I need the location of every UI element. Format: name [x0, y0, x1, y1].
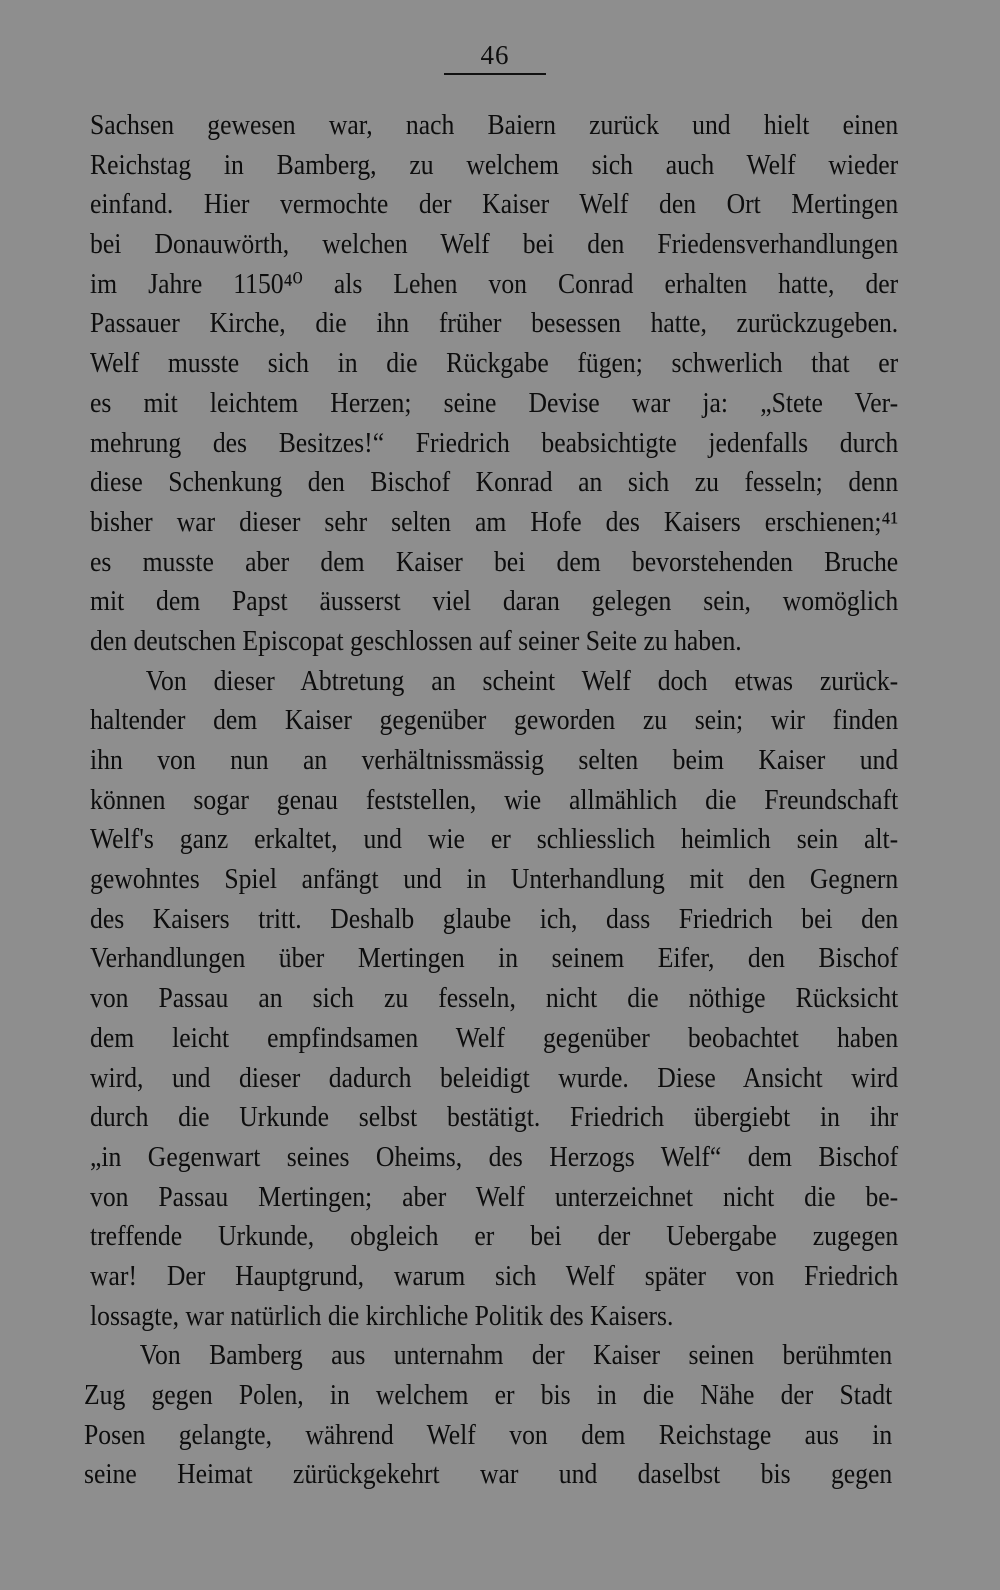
- text-line: Von Bamberg aus unternahm der Kaiser seinen berühmten: [139, 1340, 893, 1372]
- paragraph: [90, 106, 898, 662]
- page-number: 46: [480, 40, 510, 70]
- text-line: des Kaisers tritt. Deshalb glaube ich, dass Friedrich bei den: [90, 903, 899, 935]
- text-line: Passauer Kirche, die ihn früher besessen hatte, zurückzugeben.: [90, 308, 899, 340]
- text-line: mit dem Papst äusserst viel daran gelegen sein, womöglich: [90, 586, 899, 618]
- text-line: Posen gelangte, während Welf von dem Reichstage aus in: [84, 1419, 893, 1451]
- body-text: [84, 106, 899, 1495]
- text-line: seine Heimat zürückgekehrt war und daselbst bis gegen: [84, 1459, 893, 1491]
- text-line: von Passau an sich zu fesseln, nicht die nöthige Rücksicht: [90, 983, 899, 1015]
- text-line: mehrung des Besitzes!“ Friedrich beabsichtigte jedenfalls durch: [90, 427, 899, 459]
- text-line: Welf's ganz erkaltet, und wie er schliesslich heimlich sein alt-: [90, 824, 899, 856]
- text-line: treffende Urkunde, obgleich er bei der Uebergabe zugegen: [90, 1221, 899, 1253]
- text-line: Verhandlungen über Mertingen in seinem Eifer, den Bischof: [90, 943, 899, 975]
- paragraph: [90, 662, 898, 1337]
- text-line: haltender dem Kaiser gegenüber geworden zu sein; wir finden: [90, 705, 899, 737]
- text-line: wird, und dieser dadurch beleidigt wurde. Diese Ansicht wird: [90, 1062, 899, 1094]
- text-line: dem leicht empfindsamen Welf gegenüber beobachtet haben: [90, 1022, 899, 1054]
- text-line: gewohntes Spiel anfängt und in Unterhandlung mit den Gegnern: [90, 864, 899, 896]
- text-line: diese Schenkung den Bischof Konrad an sich zu fesseln; denn: [90, 467, 899, 499]
- text-line: im Jahre 1150⁴⁰ als Lehen von Conrad erhalten hatte, der: [90, 268, 899, 300]
- text-line: durch die Urkunde selbst bestätigt. Friedrich übergiebt in ihr: [90, 1102, 899, 1134]
- text-line: einfand. Hier vermochte der Kaiser Welf den Ort Mertingen: [90, 189, 899, 221]
- text-line: Von dieser Abtretung an scheint Welf doch etwas zurück-: [145, 665, 899, 697]
- text-line: lossagte, war natürlich die kirchliche Politik des Kaisers.: [90, 1300, 674, 1332]
- header-rule: [444, 73, 546, 75]
- text-line: Welf musste sich in die Rückgabe fügen; schwerlich that er: [90, 348, 899, 380]
- text-line: bisher war dieser sehr selten am Hofe des Kaisers erschienen;⁴¹: [90, 506, 899, 538]
- text-line: von Passau Mertingen; aber Welf unterzeichnet nicht die be-: [90, 1181, 899, 1213]
- text-line: es mit leichtem Herzen; seine Devise war ja: „Stete Ver-: [90, 387, 899, 419]
- text-line: war! Der Hauptgrund, warum sich Welf später von Friedrich: [90, 1260, 899, 1292]
- text-line: „in Gegenwart seines Oheims, des Herzogs Welf“ dem Bischof: [90, 1141, 899, 1173]
- text-line: es musste aber dem Kaiser bei dem bevorstehenden Bruche: [90, 546, 899, 578]
- text-line: den deutschen Episcopat geschlossen auf seiner Seite zu haben.: [90, 625, 742, 657]
- text-line: Reichstag in Bamberg, zu welchem sich auch Welf wieder: [90, 149, 899, 181]
- text-line: ihn von nun an verhältnissmässig selten beim Kaiser und: [90, 745, 899, 776]
- text-line: Zug gegen Polen, in welchem er bis in die Nähe der Stadt: [84, 1380, 893, 1411]
- page-header: [444, 38, 546, 75]
- text-line: Sachsen gewesen war, nach Baiern zurück und hielt einen: [90, 110, 899, 141]
- text-line: können sogar genau feststellen, wie allmählich die Freundschaft: [90, 784, 899, 816]
- text-line: bei Donauwörth, welchen Welf bei den Friedensverhandlungen: [90, 229, 899, 261]
- paragraph: [84, 1336, 898, 1495]
